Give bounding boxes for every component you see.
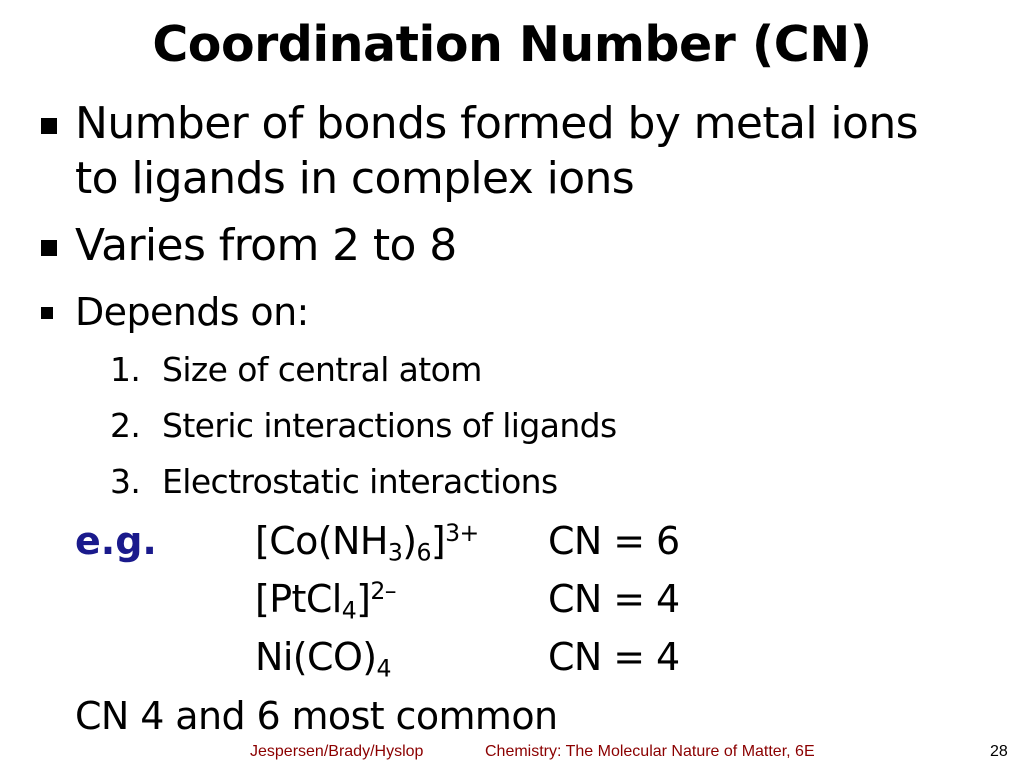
conclusion-text: CN 4 and 6 most common (75, 694, 558, 738)
slide-title: Coordination Number (CN) (152, 16, 872, 73)
depends-item-text-1: Size of central atom (162, 350, 482, 389)
bullet-1-line-1: Number of bonds formed by metal ions (75, 98, 918, 149)
example-label: e.g. (75, 519, 157, 563)
example-formula-3: $Ni(CO)_4$ (255, 635, 391, 683)
bullet-2-text: Varies from 2 to 8 (75, 220, 457, 271)
bullet-marker-3 (41, 307, 53, 319)
bullet-marker-1 (41, 118, 57, 134)
example-cn-1: CN = 6 (548, 519, 680, 563)
example-cn-3: CN = 4 (548, 635, 680, 679)
depends-item-number-2: 2. (110, 406, 141, 445)
example-formula-1: $[Co(NH_3)_6]^{3+}$ (255, 519, 479, 567)
bullet-1-line-2: to ligands in complex ions (75, 153, 635, 204)
bullet-marker-2 (41, 240, 57, 256)
example-formula-2: [PtCl$_4$]$^{2-}$ (255, 577, 396, 625)
depends-item-number-1: 1. (110, 350, 141, 389)
page-number: 28 (990, 743, 1008, 760)
depends-item-text-2: Steric interactions of ligands (162, 406, 617, 445)
footer-authors: Jespersen/Brady/Hyslop (250, 743, 424, 760)
example-cn-2: CN = 4 (548, 577, 680, 621)
bullet-3-text: Depends on: (75, 290, 309, 334)
depends-item-number-3: 3. (110, 462, 141, 501)
footer-book-title: Chemistry: The Molecular Nature of Matter, 6E (485, 743, 815, 760)
depends-item-text-3: Electrostatic interactions (162, 462, 558, 501)
